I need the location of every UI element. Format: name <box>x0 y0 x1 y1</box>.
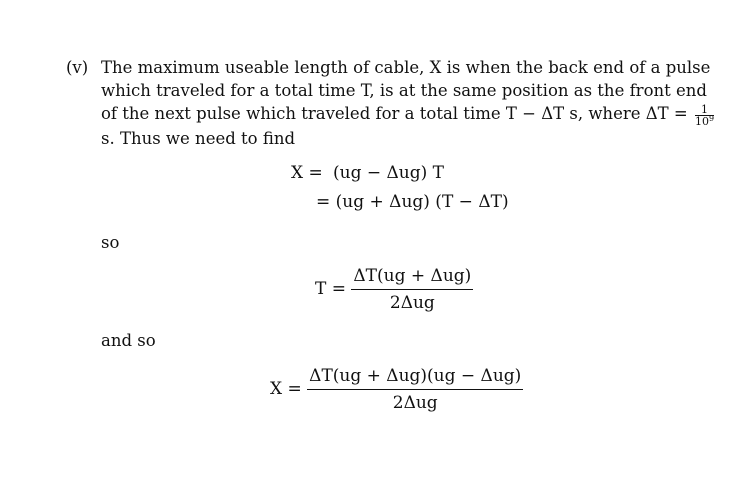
equation-2-denominator: 2Δug <box>389 293 435 313</box>
intro-line-2: which traveled for a total time T, is at the same position as the front end <box>101 81 707 100</box>
fraction-denominator-base: 10 <box>694 115 709 128</box>
fraction-denominator-exponent: 9 <box>708 114 715 123</box>
equation-1-lhs: X = <box>291 163 323 183</box>
equation-3-fraction <box>307 366 523 413</box>
equation-3-denominator: 2Δug <box>392 393 438 413</box>
equation-3-lhs: X = <box>270 379 302 399</box>
equation-1-row-1: (ug − Δug) T <box>333 163 444 183</box>
delta-t-fraction-denominator <box>695 116 714 127</box>
part-marker: (v) <box>66 58 89 77</box>
equation-2 <box>315 266 473 313</box>
equation-3 <box>270 366 523 413</box>
equation-1-row-2: = (ug + Δug) (T − ΔT) <box>316 192 509 212</box>
intro-line-3 <box>101 102 715 128</box>
paragraph-body <box>101 56 715 150</box>
word-so: so <box>101 233 120 252</box>
equation-2-fraction <box>351 266 473 313</box>
equation-2-numerator: ΔT(ug + Δug) <box>351 266 473 290</box>
intro-line-4: s. Thus we need to find <box>101 129 296 148</box>
delta-t-fraction-numerator: 1 <box>695 104 714 116</box>
problem-paragraph <box>66 56 715 150</box>
equation-2-lhs: T = <box>315 279 346 299</box>
delta-t-fraction <box>695 104 714 127</box>
intro-line-3-text: of the next pulse which traveled for a total time T − ΔT s, where ΔT = <box>101 104 688 123</box>
intro-line-1: The maximum useable length of cable, X is when the back end of a pulse <box>101 58 711 77</box>
equation-3-numerator: ΔT(ug + Δug)(ug − Δug) <box>307 366 523 390</box>
word-and-so: and so <box>101 331 156 350</box>
